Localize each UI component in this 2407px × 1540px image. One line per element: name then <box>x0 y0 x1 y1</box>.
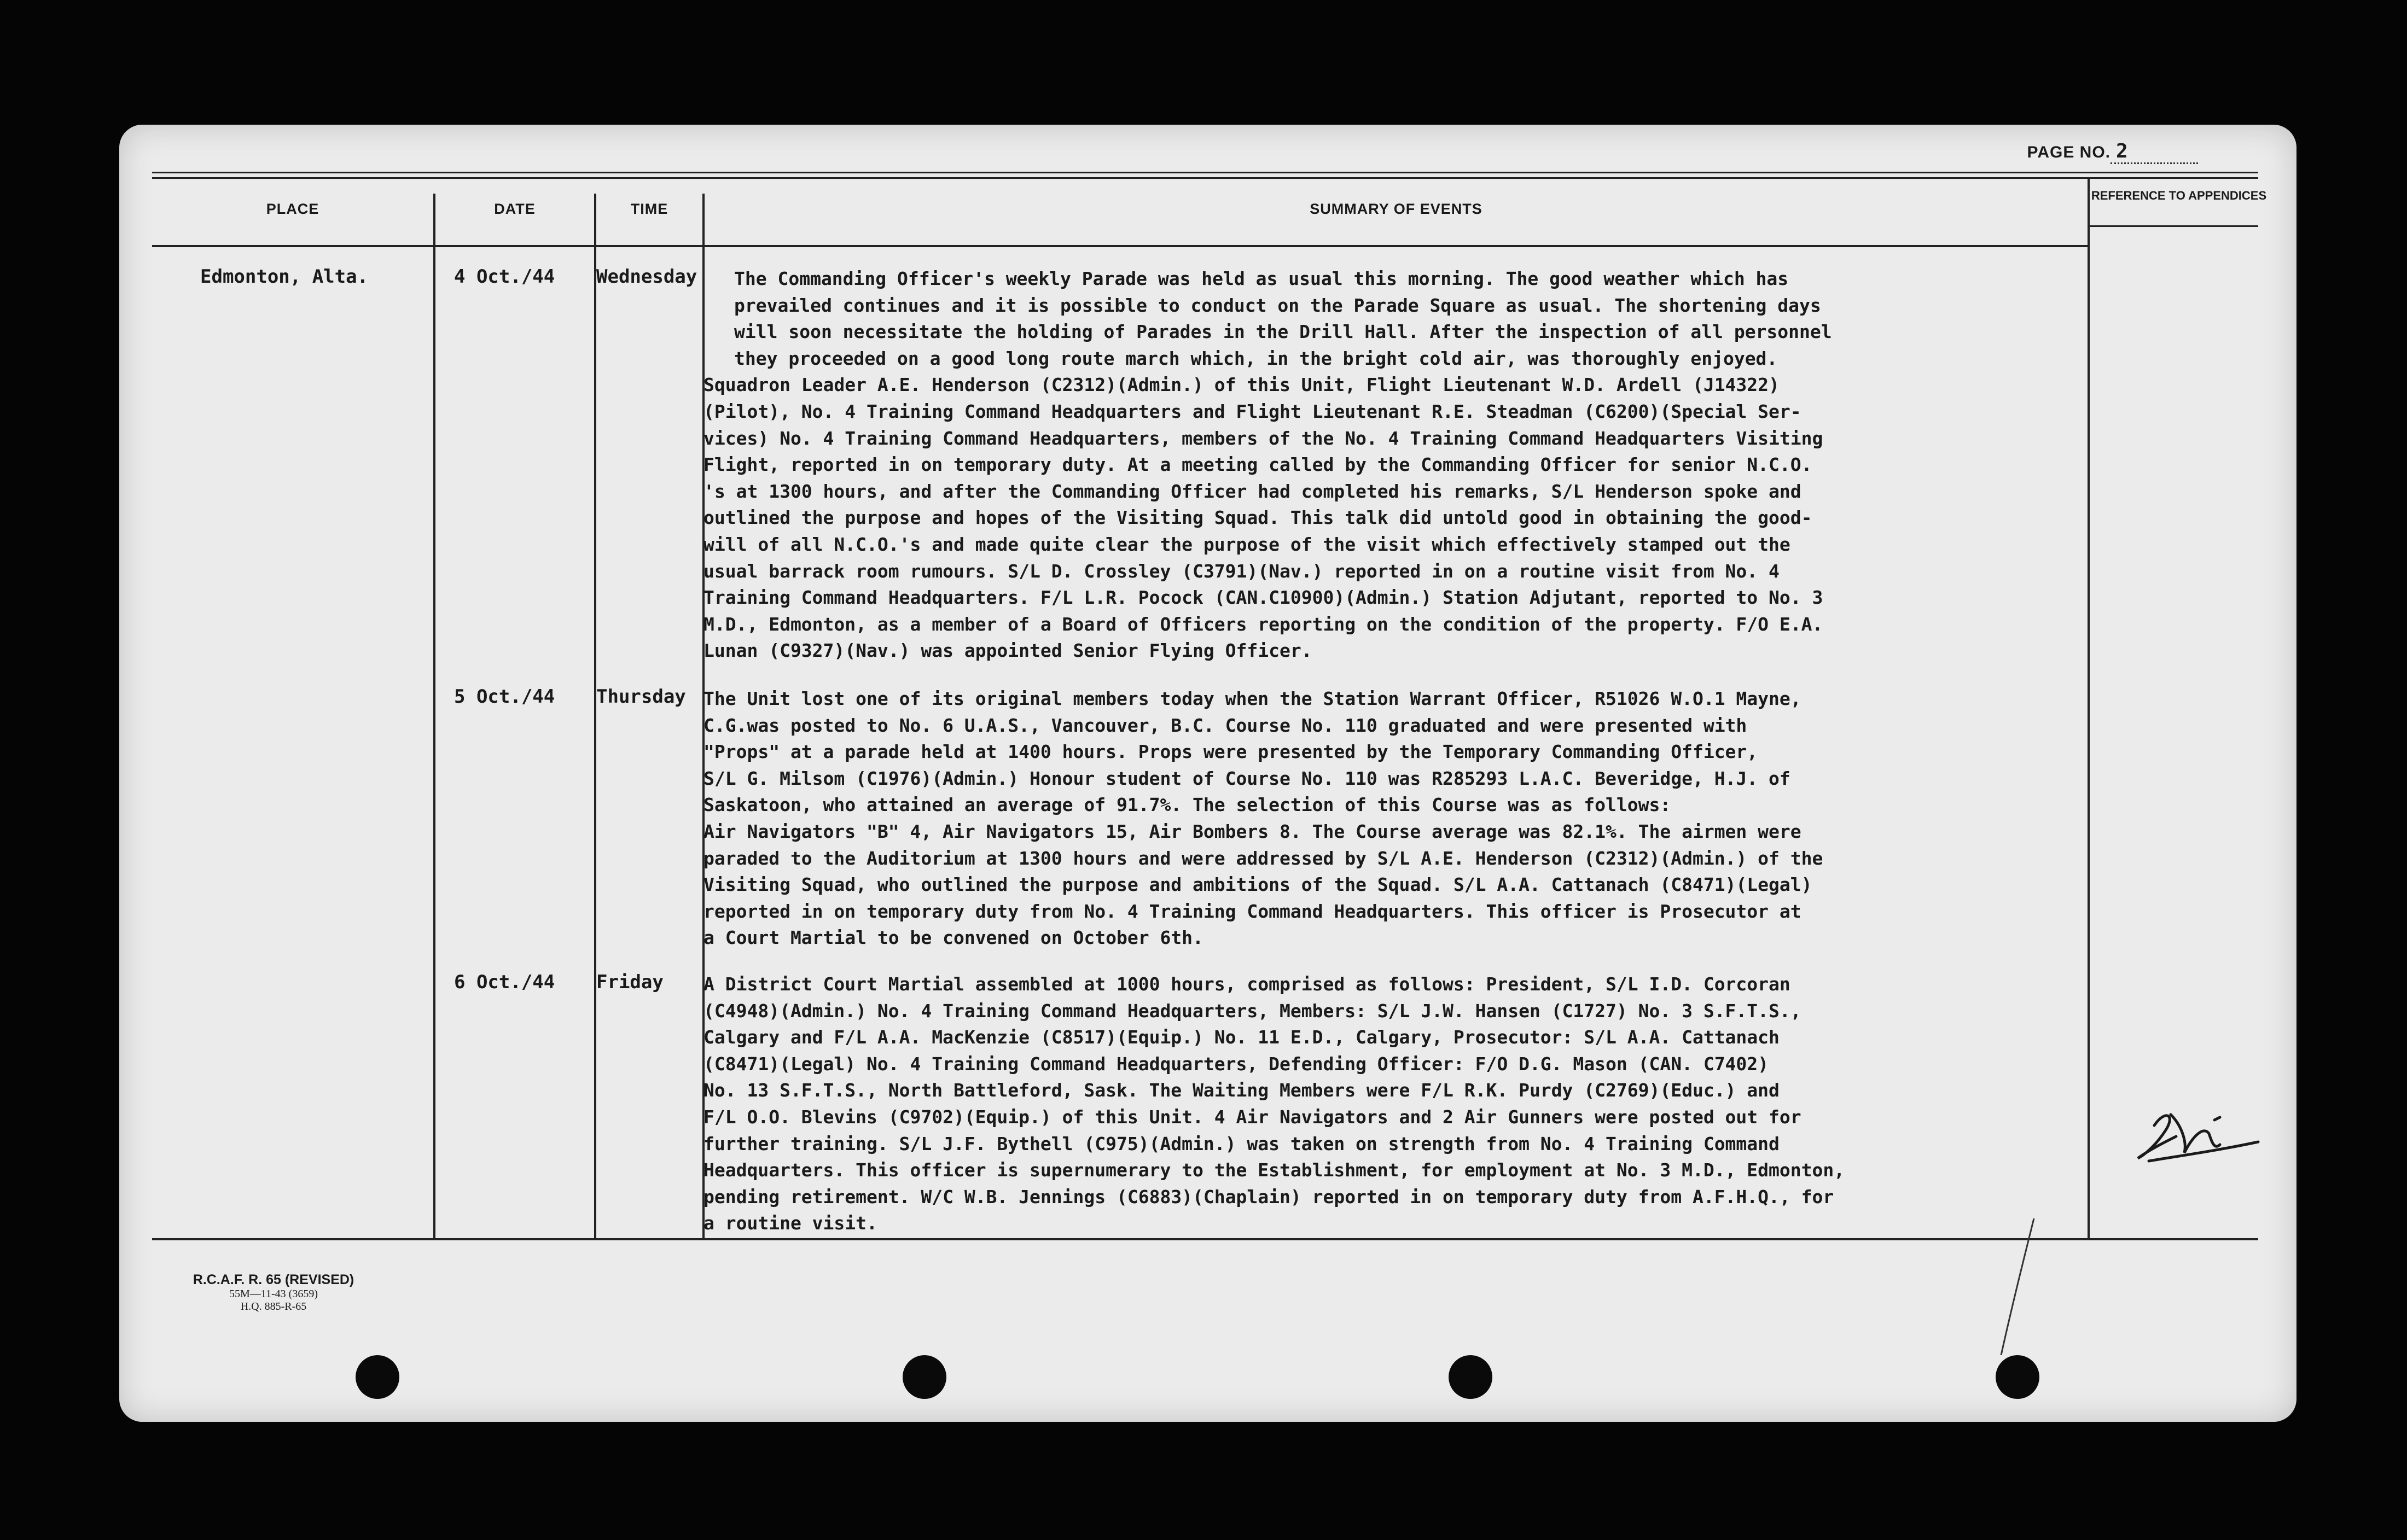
top-rule-1 <box>152 172 2258 173</box>
summary-line: Lunan (C9327)(Nav.) was appointed Senior Flying Officer. <box>704 640 1312 662</box>
summary-line: vices) No. 4 Training Command Headquarters, members of the No. 4 Training Command Headquarters Visiting <box>704 427 1823 449</box>
summary-line: (Pilot), No. 4 Training Command Headquarters and Flight Lieutenant R.E. Steadman (C6200)(Special Ser- <box>704 400 1801 422</box>
form-print-code: 55M—11-43 (3659) <box>229 1288 318 1300</box>
form-number: R.C.A.F. R. 65 (REVISED) <box>193 1272 354 1287</box>
summary-line: Training Command Headquarters. F/L L.R. Pocock (CAN.C10900)(Admin.) Station Adjutant, reported to No. 3 <box>704 587 1823 609</box>
summary-line: a Court Martial to be convened on October 6th. <box>704 927 1204 949</box>
header-summary: SUMMARY OF EVENTS <box>1310 201 1482 217</box>
entry-day: Friday <box>596 971 664 993</box>
summary-line: Air Navigators "B" 4, Air Navigators 15, Air Bombers 8. The Course average was 82.1%. The airmen were <box>704 820 1801 842</box>
punch-hole <box>1449 1355 1492 1399</box>
summary-line: further training. S/L J.F. Bythell (C975)(Admin.) was taken on strength from No. 4 Training Command <box>704 1133 1780 1154</box>
summary-line: paraded to the Auditorium at 1300 hours and were addressed by S/L A.E. Henderson (C2312)(Admin.) of the <box>704 847 1823 869</box>
punch-hole <box>356 1355 399 1399</box>
header-date: DATE <box>494 201 536 217</box>
page-number <box>2027 140 2198 164</box>
summary-line: Visiting Squad, who outlined the purpose and ambitions of the Squad. S/L A.A. Cattanach (C8471)(Legal) <box>704 874 1812 896</box>
top-rule-2 <box>152 177 2258 179</box>
summary-line: C.G.was posted to No. 6 U.A.S., Vancouver, B.C. Course No. 110 graduated and were presented with <box>704 714 1747 736</box>
summary-line: a routine visit. <box>704 1212 877 1234</box>
entry-date: 6 Oct./44 <box>454 971 555 993</box>
summary-line: "Props" at a parade held at 1400 hours. Props were presented by the Temporary Commanding Officer, <box>704 741 1758 763</box>
header-place: PLACE <box>266 201 319 217</box>
summary-line: outlined the purpose and hopes of the Visiting Squad. This talk did untold good in obtaining the good- <box>704 507 1812 529</box>
summary-line: they proceeded on a good long route march which, in the bright cold air, was thoroughly enjoyed. <box>734 347 1778 369</box>
form-hq-code: H.Q. 885-R-65 <box>240 1300 307 1312</box>
summary-line: Flight, reported in on temporary duty. At a meeting called by the Commanding Officer for senior N.C.O. <box>704 454 1812 476</box>
summary-line: Squadron Leader A.E. Henderson (C2312)(Admin.) of this Unit, Flight Lieutenant W.D. Ardell (J14322) <box>704 374 1780 396</box>
header-time: TIME <box>630 201 668 217</box>
entry-summary <box>704 266 2104 664</box>
page-number-value: 2 <box>2111 140 2198 164</box>
summary-line: M.D., Edmonton, as a member of a Board of Officers reporting on the condition of the property. F/O E.A. <box>704 613 1823 635</box>
summary-line: No. 13 S.F.T.S., North Battleford, Sask. The Waiting Members were F/L R.K. Purdy (C2769)(Educ.) and <box>704 1080 1780 1101</box>
summary-line: usual barrack room rumours. S/L D. Crossley (C3791)(Nav.) reported in on a routine visit from No. 4 <box>704 560 1780 582</box>
summary-line: will of all N.C.O.'s and made quite clear the purpose of the visit which effectively stamped out the <box>704 533 1790 555</box>
entry-day: Wednesday <box>596 266 697 288</box>
pen-stroke-mark <box>1979 1218 2045 1355</box>
summary-line: 's at 1300 hours, and after the Commanding Officer had completed his remarks, S/L Henderson spoke and <box>704 480 1801 502</box>
summary-line: reported in on temporary duty from No. 4 Training Command Headquarters. This officer is Prosecutor at <box>704 900 1801 922</box>
punch-hole <box>903 1355 946 1399</box>
col-divider-date <box>594 194 596 1239</box>
bottom-rule <box>152 1238 2258 1240</box>
entry-date: 5 Oct./44 <box>454 686 555 708</box>
header-reference: REFERENCE TO APPENDICES <box>2091 189 2267 202</box>
reference-header-rule <box>2089 225 2258 227</box>
summary-line: The Commanding Officer's weekly Parade was held as usual this morning. The good weather which has <box>734 268 1789 289</box>
summary-line: (C8471)(Legal) No. 4 Training Command Headquarters, Defending Officer: F/O D.G. Mason (CAN. C7402) <box>704 1053 1769 1075</box>
entry-day: Thursday <box>596 686 686 708</box>
form-identifier <box>170 1272 377 1313</box>
entry-summary <box>704 971 2104 1237</box>
summary-line: A District Court Martial assembled at 1000 hours, comprised as follows: President, S/L I.D. Corcoran <box>704 973 1790 995</box>
header-bottom-rule <box>152 245 2089 247</box>
summary-line: Saskatoon, who attained an average of 91.7%. The selection of this Course was as follows: <box>704 794 1671 816</box>
summary-line: (C4948)(Admin.) No. 4 Training Command Headquarters, Members: S/L J.W. Hansen (C1727) No. 3 S.F.T.S., <box>704 1000 1801 1022</box>
place-value: Edmonton, Alta. <box>200 266 369 288</box>
summary-line: The Unit lost one of its original members today when the Station Warrant Officer, R51026 W.O.1 Mayne, <box>704 688 1801 709</box>
handwritten-initials-icon <box>2132 1104 2264 1169</box>
summary-line: F/L O.O. Blevins (C9702)(Equip.) of this Unit. 4 Air Navigators and 2 Air Gunners were posted out for <box>704 1106 1801 1128</box>
summary-line: Calgary and F/L A.A. MacKenzie (C8517)(Equip.) No. 11 E.D., Calgary, Prosecutor: S/L A.A. Cattanach <box>704 1026 1780 1048</box>
page-number-label: PAGE NO. <box>2027 143 2111 161</box>
summary-line: prevailed continues and it is possible to conduct on the Parade Square as usual. The shortening days <box>734 294 1821 316</box>
summary-line: Headquarters. This officer is supernumerary to the Establishment, for employment at No. 3 M.D., Edmonton, <box>704 1159 1845 1181</box>
punch-hole <box>1996 1355 2039 1399</box>
entry-summary <box>704 686 2104 952</box>
summary-line: will soon necessitate the holding of Parades in the Drill Hall. After the inspection of all personnel <box>734 321 1832 343</box>
summary-line: pending retirement. W/C W.B. Jennings (C6883)(Chaplain) reported in on temporary duty from A.F.H.Q., for <box>704 1186 1834 1208</box>
summary-line: S/L G. Milsom (C1976)(Admin.) Honour student of Course No. 110 was R285293 L.A.C. Beveridge, H.J. of <box>704 767 1790 789</box>
war-diary-page <box>119 125 2296 1422</box>
entry-date: 4 Oct./44 <box>454 266 555 288</box>
col-divider-place <box>433 194 435 1239</box>
